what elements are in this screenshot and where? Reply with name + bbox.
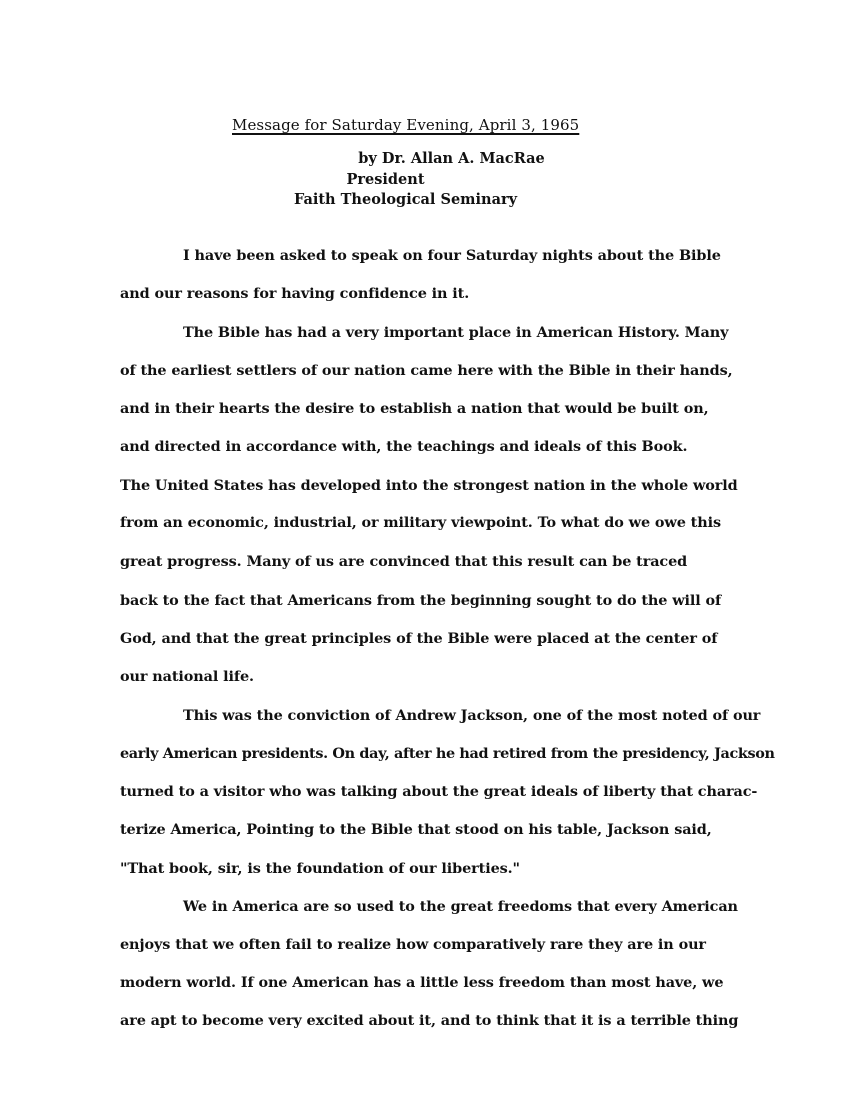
message-title: Message for Saturday Evening, April 3, 1965 bbox=[232, 116, 580, 134]
body-line-19: enjoys that we often fail to realize how comparatively rare they are in our bbox=[120, 936, 706, 953]
body-line-7: The United States has developed into the strongest nation in the whole world bbox=[120, 477, 738, 494]
body-line-13: This was the conviction of Andrew Jackson, one of the most noted of our bbox=[183, 707, 761, 724]
body-line-1: I have been asked to speak on four Saturday nights about the Bible bbox=[183, 247, 721, 264]
body-line-18: We in America are so used to the great freedoms that every American bbox=[183, 898, 738, 915]
body-line-3: The Bible has had a very important place in American History. Many bbox=[183, 324, 729, 341]
body-line-8: from an economic, industrial, or military viewpoint. To what do we owe this bbox=[120, 514, 721, 531]
author-position: President bbox=[346, 171, 425, 188]
body-line-11: God, and that the great principles of the Bible were placed at the center of bbox=[120, 630, 718, 647]
body-line-12: our national life. bbox=[120, 668, 254, 685]
body-line-2: and our reasons for having confidence in it. bbox=[120, 285, 470, 302]
body-line-9: great progress. Many of us are convinced that this result can be traced bbox=[120, 553, 688, 570]
body-line-6: and directed in accordance with, the teachings and ideals of this Book. bbox=[120, 438, 688, 455]
body-line-16: terize America, Pointing to the Bible that stood on his table, Jackson said, bbox=[120, 821, 712, 838]
body-line-10: back to the fact that Americans from the beginning sought to do the will of bbox=[120, 592, 722, 609]
body-line-17: "That book, sir, is the foundation of our liberties." bbox=[120, 860, 520, 877]
body-line-20: modern world. If one American has a little less freedom than most have, we bbox=[120, 974, 724, 991]
body-line-15: turned to a visitor who was talking about the great ideals of liberty that charac- bbox=[120, 783, 758, 800]
body-line-14: early American presidents. On day, after he had retired from the presidency, Jackson bbox=[120, 745, 775, 762]
body-line-4: of the earliest settlers of our nation came here with the Bible in their hands, bbox=[120, 362, 733, 379]
body-line-5: and in their hearts the desire to establish a nation that would be built on, bbox=[120, 400, 709, 417]
author-line: by Dr. Allan A. MacRae bbox=[358, 150, 545, 167]
body-line-21: are apt to become very excited about it, and to think that it is a terrible thing bbox=[120, 1012, 739, 1029]
institution-name: Faith Theological Seminary bbox=[293, 191, 518, 208]
